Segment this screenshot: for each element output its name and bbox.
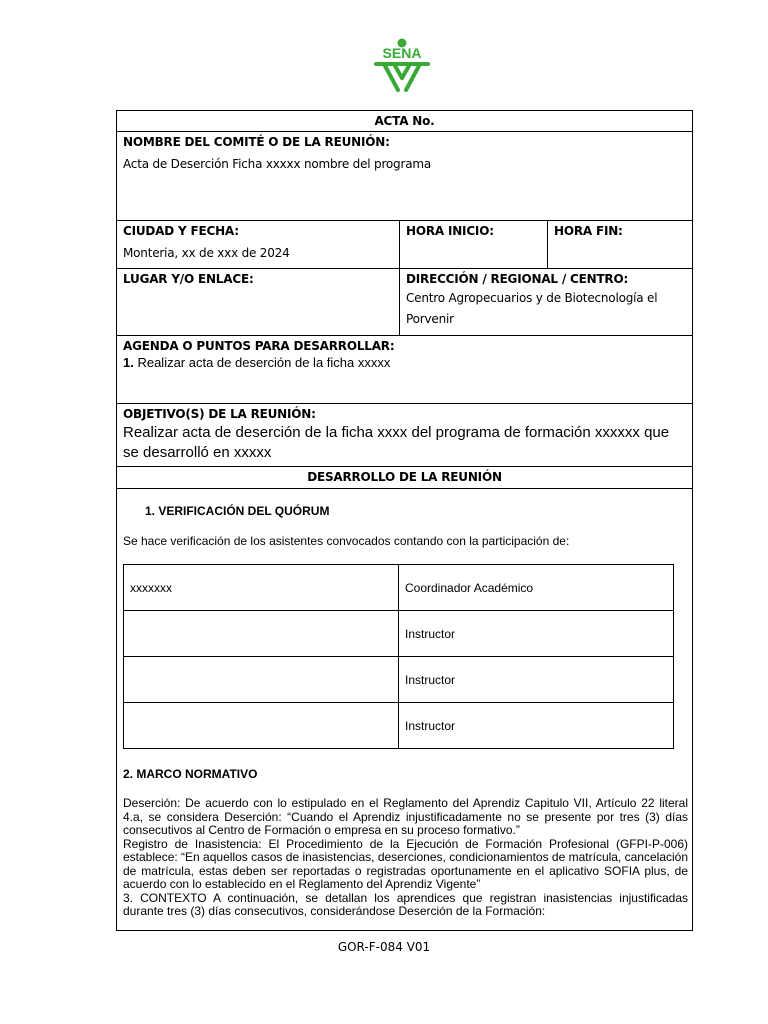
- objetivo-value: Realizar acta de deserción de la ficha xxxx del programa de formación xxxxxx que se desarrolló en xxxxx: [123, 424, 670, 461]
- section-objetivo: [117, 404, 692, 467]
- quorum-table: [123, 564, 674, 749]
- attendee-role: Coordinador Académico: [399, 565, 674, 611]
- quorum-heading: 1. VERIFICACIÓN DEL QUÓRUM: [145, 504, 330, 518]
- quorum-intro: Se hace verificación de los asistentes convocados contando con la participación de:: [123, 534, 570, 548]
- sena-logo: [370, 38, 434, 94]
- marco-paragraph-contexto: 3. CONTEXTO A continuación, se detallan los aprendices que registran inasistencias injustificadas durante tres (3) días consecutivos, considerándose Deserción de la Formación:: [123, 890, 688, 918]
- footer-code: GOR-F-084 V01: [337, 940, 431, 954]
- marco-heading: 2. MARCO NORMATIVO: [123, 767, 258, 781]
- attendee-name: [124, 611, 399, 657]
- ciudad-value: Monteria, xx de xxx de 2024: [123, 246, 290, 260]
- hora-inicio-label: HORA INICIO:: [406, 224, 494, 238]
- section-lugar: [117, 269, 692, 336]
- attendee-role: Instructor: [399, 657, 674, 703]
- nombre-label: NOMBRE DEL COMITÉ O DE LA REUNIÓN:: [123, 135, 390, 149]
- direccion-value: Centro Agropecuarios y de Biotecnología el Porvenir: [406, 291, 658, 326]
- marco-paragraph-desercion: Deserción: De acuerdo con lo estipulado en el Reglamento del Aprendiz Capitulo VII, Artículo 22 literal 4.a, se considera Deserción: “Cuando el Aprendiz injustificadamente no se presente por tres (3) días consecutivos al Centro de Formación o empresa en su proceso formativo.”: [123, 796, 688, 837]
- section-nombre: [117, 132, 692, 221]
- direccion-label: DIRECCIÓN / REGIONAL / CENTRO:: [406, 272, 629, 286]
- table-row: [124, 565, 674, 611]
- section-agenda: [117, 336, 692, 404]
- attendee-role: Instructor: [399, 703, 674, 749]
- table-row: [124, 657, 674, 703]
- agenda-item-number: 1.: [123, 355, 134, 370]
- objetivo-label: OBJETIVO(S) DE LA REUNIÓN:: [123, 407, 316, 421]
- attendee-name: [124, 657, 399, 703]
- attendee-name: xxxxxxx: [124, 565, 399, 611]
- agenda-item: [123, 355, 686, 370]
- attendee-role: Instructor: [399, 611, 674, 657]
- ciudad-cell: [117, 221, 400, 268]
- lugar-label: LUGAR Y/O ENLACE:: [123, 272, 254, 286]
- direccion-cell: [400, 269, 692, 335]
- section-ciudad: [117, 221, 692, 269]
- logo-text: SENA: [382, 45, 422, 61]
- hora-fin-cell: [548, 221, 692, 268]
- attendee-name: [124, 703, 399, 749]
- acta-title: ACTA No.: [117, 111, 692, 132]
- hora-inicio-cell: [400, 221, 548, 268]
- lugar-cell: [117, 269, 400, 335]
- table-row: [124, 611, 674, 657]
- hora-fin-label: HORA FIN:: [554, 224, 623, 238]
- logo-figure-icon: [376, 64, 428, 90]
- marco-body: [123, 797, 688, 919]
- table-row: [124, 703, 674, 749]
- acta-form: [116, 110, 693, 931]
- nombre-value: Acta de Deserción Ficha xxxxx nombre del programa: [123, 157, 432, 171]
- agenda-label: AGENDA O PUNTOS PARA DESARROLLAR:: [123, 339, 395, 353]
- desarrollo-title: DESARROLLO DE LA REUNIÓN: [117, 467, 692, 489]
- ciudad-label: CIUDAD Y FECHA:: [123, 224, 239, 238]
- agenda-item-text: Realizar acta de deserción de la ficha xxxxx: [133, 355, 391, 370]
- marco-paragraph-registro: Registro de Inasistencia: El Procedimiento de la Ejecución de Formación Profesional (GFPI-P-006) establece: “En aquellos casos de inasistencias, deserciones, condicionamientos de matrícula, cancelación de matrícula, estas deben ser reportadas o registradas oportunamente en el aplicativo SOFIA plus, de acuerdo con lo establecido en el Reglamento del Aprendiz Vigente”: [123, 836, 688, 891]
